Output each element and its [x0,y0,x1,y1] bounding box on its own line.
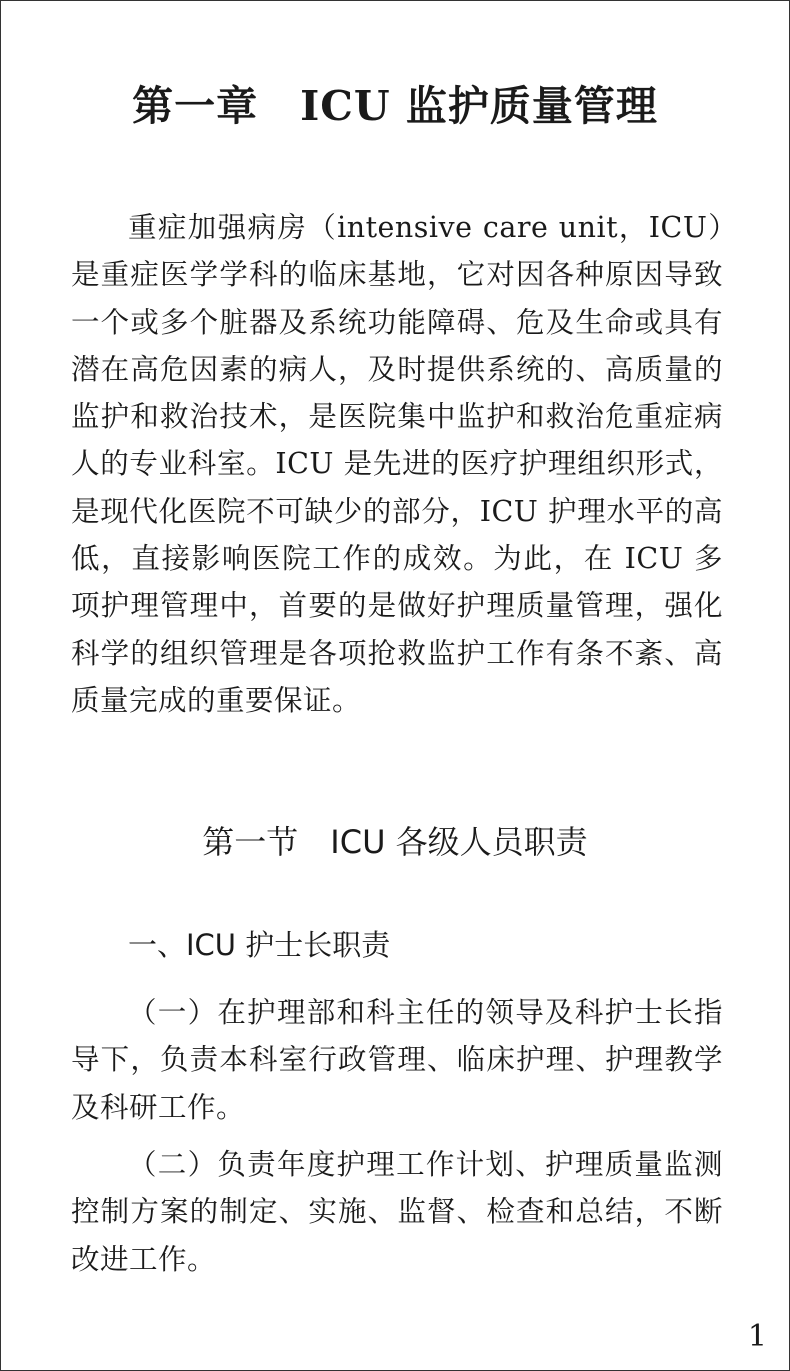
duty-item: （一）在护理部和科主任的领导及科护士长指导下，负责本科室行政管理、临床护理、护理教学及科研工作。 [71,996,723,1124]
intro-paragraph: 重症加强病房（intensive care unit，ICU）是重症医学学科的临床基地，它对因各种原因导致一个或多个脏器及系统功能障碍、危及生命或具有潜在高危因素的病人，及时提供系统的、高质量的监护和救治技术，是医院集中监护和救治危重症病人的专业科室。ICU 是先进的医疗护理组织形式，是现代化医院不可缺少的部分，ICU 护理水平的高低，直接影响医院工作的成效。为此，在 ICU 多项护理管理中，首要的是做好护理质量管理，强化科学的组织管理是各项抢救监护工作有条不紊、高质量完成的重要保证。 [71,211,723,717]
duty-item: （二）负责年度护理工作计划、护理质量监测控制方案的制定、实施、监督、检查和总结，不断改进工作。 [71,1148,723,1276]
section-title: 第一节 ICU 各级人员职责 [202,823,588,861]
chapter-title: 第一章 ICU 监护质量管理 [132,82,658,130]
subsection-title: 一、ICU 护士长职责 [128,928,391,962]
page-number: 1 [747,1319,767,1354]
